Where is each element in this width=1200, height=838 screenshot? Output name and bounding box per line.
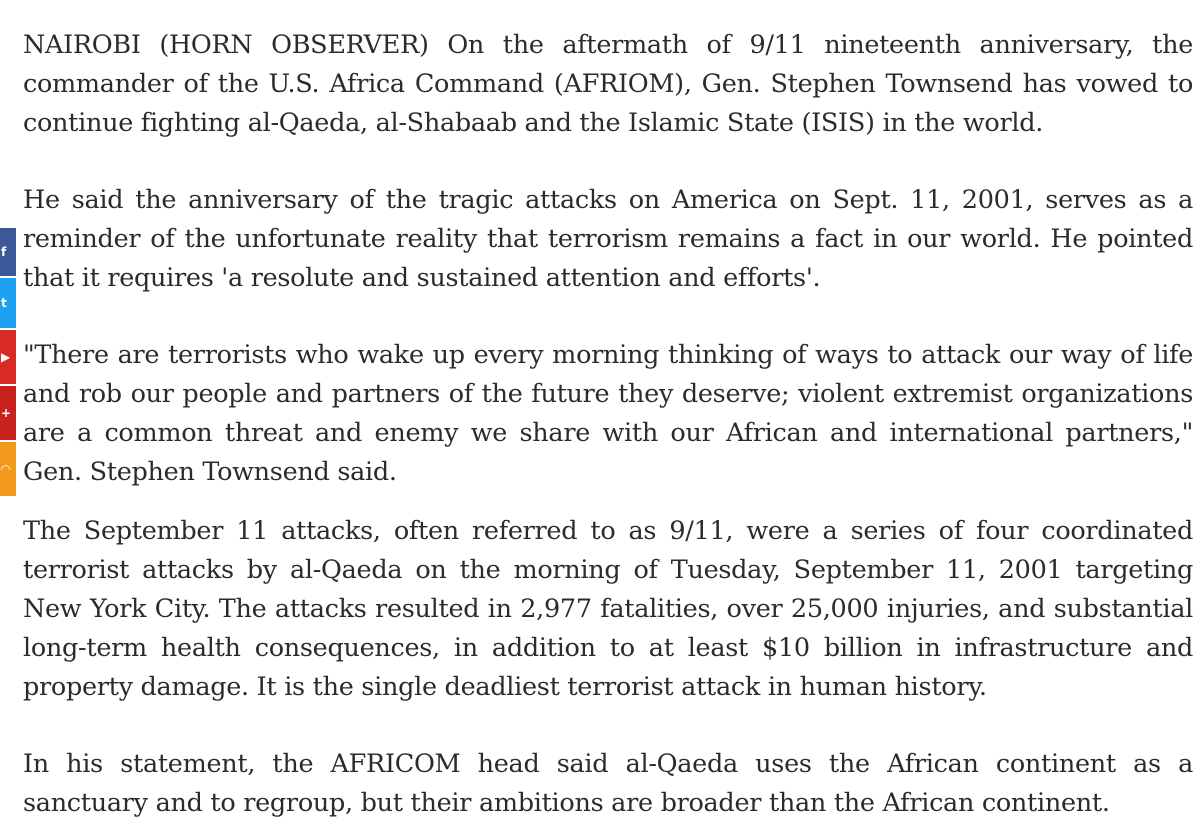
share-google-plus-button[interactable]: [0, 386, 16, 440]
rss-icon: ◠: [1, 462, 11, 476]
article-body: [23, 26, 1193, 823]
facebook-icon: f: [1, 245, 7, 259]
article-paragraph: The September 11 attacks, often referred to as 9/11, were a series of four coordinated terrorist attacks by al-Qaeda on the morning of Tuesday, September 11, 2001 targeting New York City. The attacks resulted in 2,977 fatalities, over 25,000 injuries, and substantial long-term health consequences, in addition to at least $10 billion in infrastructure and property damage. It is the single deadliest terrorist attack in human history.: [23, 516, 1193, 702]
twitter-icon: t: [1, 296, 7, 310]
article-paragraph: NAIROBI (HORN OBSERVER) On the aftermath of 9/11 nineteenth anniversary, the commander of the U.S. Africa Command (AFRIOM), Gen. Stephen Townsend has vowed to continue fighting al-Qaeda, al-Shabaab and the Islamic State (ISIS) in the world.: [23, 30, 1193, 138]
share-youtube-button[interactable]: [0, 330, 16, 384]
article-paragraph: He said the anniversary of the tragic attacks on America on Sept. 11, 2001, serves as a reminder of the unfortunate reality that terrorism remains a fact in our world. He pointed that it requires 'a resolute and sustained attention and efforts'.: [23, 185, 1193, 293]
share-facebook-button[interactable]: [0, 228, 16, 276]
share-rss-button[interactable]: [0, 442, 16, 496]
google-plus-icon: +: [1, 406, 12, 420]
youtube-icon: ▶: [1, 350, 11, 364]
share-twitter-button[interactable]: [0, 278, 16, 328]
social-share-bar: [0, 228, 16, 498]
article-paragraph: "There are terrorists who wake up every morning thinking of ways to attack our way of life and rob our people and partners of the future they deserve; violent extremist organizations are a common threat and enemy we share with our African and international partners," Gen. Stephen Townsend said.: [23, 340, 1193, 487]
article-paragraph: In his statement, the AFRICOM head said al-Qaeda uses the African continent as a sanctuary and to regroup, but their ambitions are broader than the African continent.: [23, 749, 1193, 818]
